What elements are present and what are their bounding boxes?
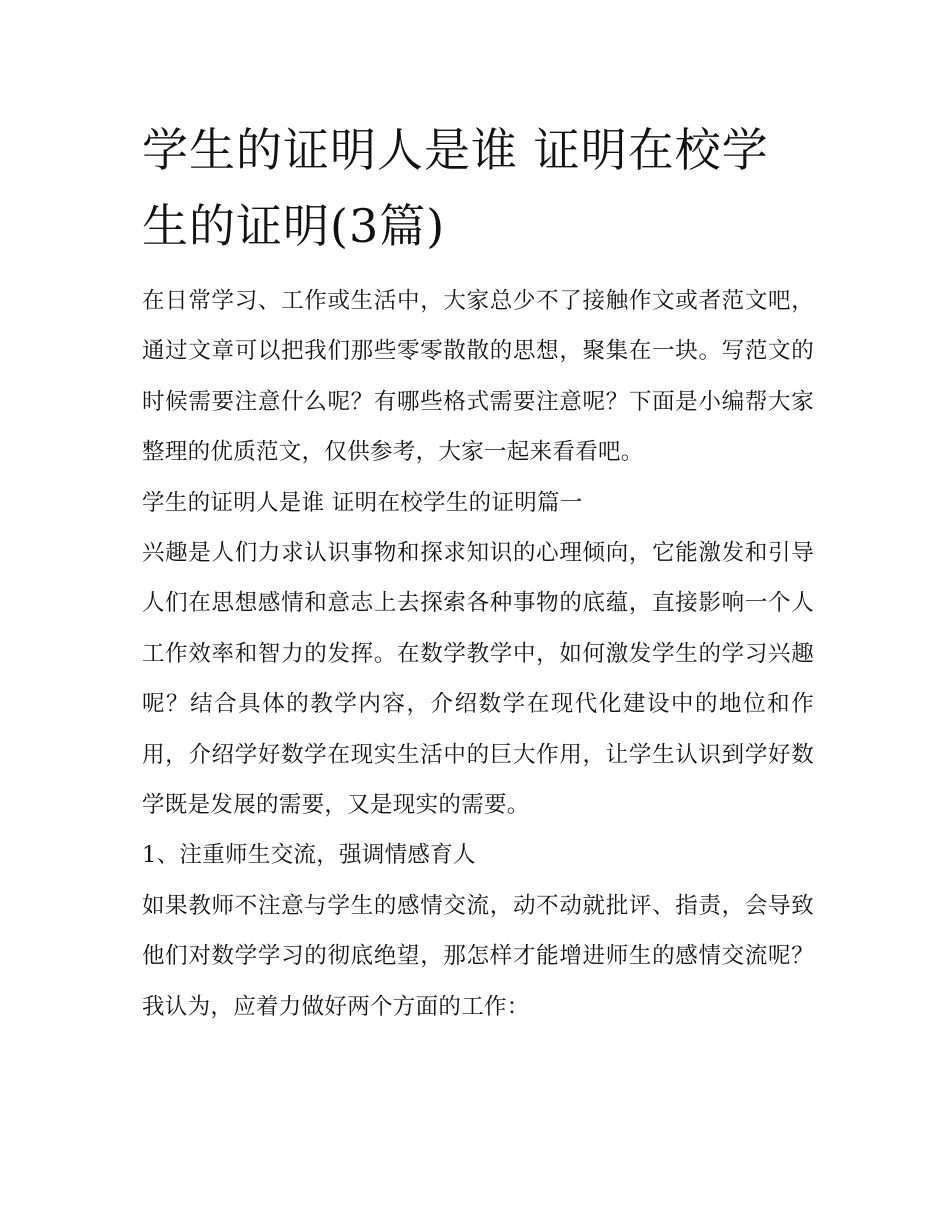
document-page (142, 112, 814, 1032)
point-1-paragraph: 如果教师不注意与学生的感情交流，动不动就批评、指责，会导致他们对数学学习的彻底绝望，那怎样才能增进师生的感情交流呢？我认为，应着力做好两个方面的工作： (142, 892, 814, 1020)
section-heading: 学生的证明人是谁 证明在校学生的证明篇一 (142, 489, 583, 516)
intro-paragraph: 在日常学习、工作或生活中，大家总少不了接触作文或者范文吧，通过文章可以把我们那些零零散散的思想，聚集在一块。写范文的时候需要注意什么呢？有哪些格式需要注意呢？下面是小编帮大家整理的优质范文，仅供参考，大家一起来看看吧。 (142, 288, 814, 466)
document-title: 学生的证明人是谁 证明在校学生的证明(3篇) (142, 123, 769, 253)
section-paragraph: 兴趣是人们力求认识事物和探求知识的心理倾向，它能激发和引导人们在思想感情和意志上去探索各种事物的底蕴，直接影响一个人工作效率和智力的发挥。在数学教学中，如何激发学生的学习兴趣呢？结合具体的教学内容，介绍数学在现代化建设中的地位和作用，介绍学好数学在现实生活中的巨大作用，让学生认识到学好数学既是发展的需要，又是现实的需要。 (142, 540, 814, 819)
point-1-heading: 1、注重师生交流，强调情感育人 (142, 842, 476, 869)
